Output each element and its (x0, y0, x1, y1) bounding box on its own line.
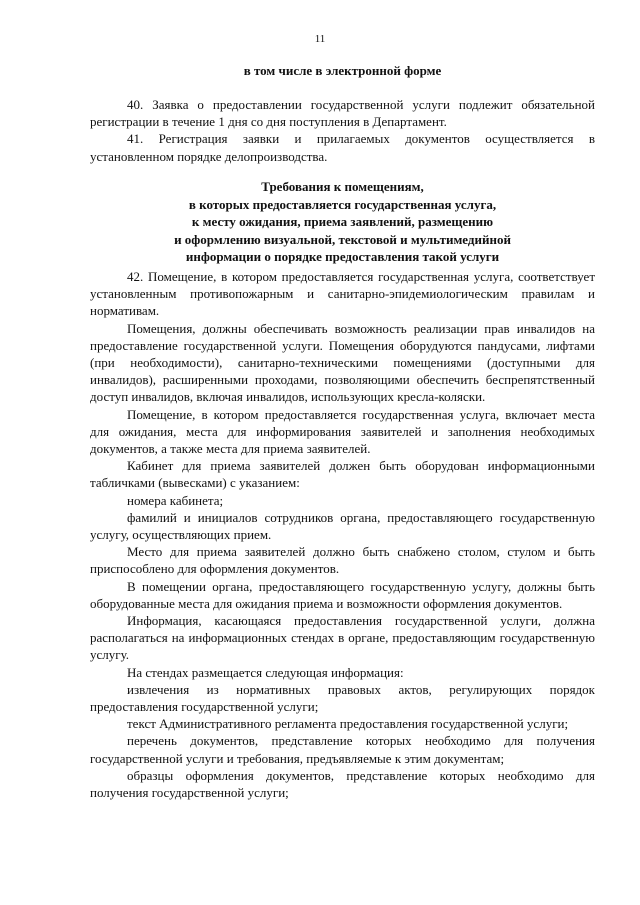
list-item: текст Административного регламента предоставления государственной услуги; (127, 716, 569, 732)
list-item: извлечения из нормативных правовых актов, регулирующих порядок предоставления государственной услуги; (90, 681, 595, 715)
section-title-line: в которых предоставляется государственная услуга, (188, 196, 497, 212)
top-paragraphs (90, 96, 595, 165)
section-title (90, 178, 595, 266)
paragraph-41: 41. Регистрация заявки и прилагаемых документов осуществляется в установленном порядке делопроизводства. (90, 131, 595, 164)
list-item: фамилий и инициалов сотрудников органа, предоставляющего государственную услугу, осуществляющих прием. (90, 509, 595, 543)
section-title-line: Требования к помещениям, (261, 179, 424, 194)
paragraph: В помещении органа, предоставляющего государственную услугу, должны быть оборудованные места для ожидания приема и возможности оформления документов. (90, 578, 595, 611)
section-title-line: к месту ожидания, приема заявлений, размещению (191, 214, 494, 229)
section-title-line: информации о порядке предоставления такой услуги (185, 249, 500, 264)
list-item: образцы оформления документов, представление которых необходимо для получения государственной услуги; (90, 767, 595, 801)
subheading: в том числе в электронной форме (243, 63, 442, 78)
paragraph: На стендах размещается следующая информация: (127, 664, 404, 680)
paragraph: Помещение, в котором предоставляется государственная услуга, включает места для ожидания, места для информирования заявителей и заполнения необходимых документов, а также места для приема заявителей. (90, 406, 595, 457)
list-item: номера кабинета; (127, 492, 224, 508)
paragraph: Информация, касающаяся предоставления государственной услуги, должна располагаться на информационных стендах в органе, предоставляющим государственную услугу. (90, 613, 595, 663)
paragraph-42: 42. Помещение, в котором предоставляется государственная услуга, соответствует установленным противопожарным и санитарно-эпидемиологическим правилам и нормативам. (90, 269, 595, 319)
paragraph-40: 40. Заявка о предоставлении государственной услуги подлежит обязательной регистрации в течение 1 дня со дня поступления в Департамент. (90, 97, 595, 130)
page-number: 11 (314, 33, 326, 45)
list-item: перечень документов, представление которых необходимо для получения государственной услуги и требования, предъявляемые к этим документам; (90, 733, 595, 766)
paragraph: Место для приема заявителей должно быть снабжено столом, стулом и быть приспособлено для оформления документов. (90, 544, 595, 577)
paragraph: Кабинет для приема заявителей должен быть оборудован информационными табличками (вывесками) с указанием: (90, 458, 595, 491)
section-title-line: и оформлению визуальной, текстовой и мультимедийной (174, 231, 511, 247)
paragraph: Помещения, должны обеспечивать возможность реализации прав инвалидов на предоставление государственной услуги. Помещения оборудуются пандусами, лифтами (при необходимости), санитарно-техническими помещениями (доступными для инвалидов), расширенными проходами, позволяющими обеспечить беспрепятственный доступ инвалидов, включая инвалидов, использующих кресла-коляски. (90, 320, 595, 405)
body-paragraphs (90, 268, 595, 801)
